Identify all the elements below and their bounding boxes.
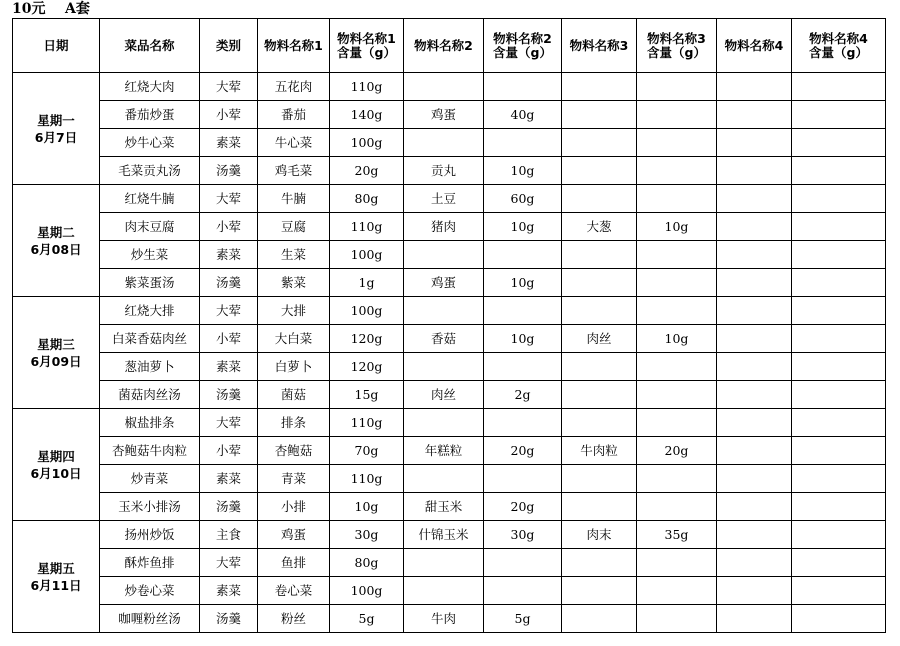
material-2-cell — [404, 549, 484, 577]
date-label: 6月08日 — [30, 241, 82, 257]
material-2-cell — [404, 353, 484, 381]
material-3-cell — [562, 101, 637, 129]
table-row — [13, 605, 886, 633]
category-cell: 大荤 — [200, 297, 258, 325]
material-3-amount-cell — [637, 493, 717, 521]
material-3-cell — [562, 549, 637, 577]
table-row — [13, 325, 886, 353]
header-material-2 — [404, 19, 484, 73]
material-1-amount-cell: 100g — [330, 297, 404, 325]
material-4-amount-cell — [792, 493, 886, 521]
weekday-label: 星期四 — [37, 448, 75, 464]
material-1-amount-cell: 30g — [330, 521, 404, 549]
material-2-amount-cell: 20g — [484, 437, 562, 465]
material-1-amount-cell: 80g — [330, 185, 404, 213]
material-4-cell — [717, 577, 792, 605]
material-2-cell — [404, 241, 484, 269]
material-1-cell: 排条 — [258, 409, 330, 437]
header-line: 日期 — [43, 37, 69, 53]
header-material-3 — [562, 19, 637, 73]
menu-body — [13, 73, 886, 633]
material-1-amount-cell: 1g — [330, 269, 404, 297]
material-2-amount-cell: 10g — [484, 157, 562, 185]
material-3-amount-cell — [637, 241, 717, 269]
material-3-amount-cell — [637, 185, 717, 213]
material-3-cell: 肉丝 — [562, 325, 637, 353]
material-1-cell: 鸡毛菜 — [258, 157, 330, 185]
material-3-amount-cell — [637, 101, 717, 129]
material-1-cell: 菌菇 — [258, 381, 330, 409]
date-cell — [13, 521, 100, 633]
material-3-amount-cell — [637, 129, 717, 157]
date-label: 6月7日 — [34, 129, 78, 145]
header-material-1-amount — [330, 19, 404, 73]
dish-name-cell: 炒生菜 — [100, 241, 200, 269]
material-3-cell — [562, 381, 637, 409]
date-label: 6月09日 — [30, 353, 82, 369]
material-4-cell — [717, 381, 792, 409]
table-row — [13, 129, 886, 157]
header-material-1 — [258, 19, 330, 73]
material-4-amount-cell — [792, 185, 886, 213]
dish-name-cell: 白菜香菇肉丝 — [100, 325, 200, 353]
category-cell: 大荤 — [200, 409, 258, 437]
material-3-amount-cell — [637, 269, 717, 297]
weekday-label: 星期三 — [37, 336, 75, 352]
material-1-cell: 生菜 — [258, 241, 330, 269]
header-category — [200, 19, 258, 73]
header-line: 含量（g） — [337, 44, 396, 60]
material-1-amount-cell: 140g — [330, 101, 404, 129]
category-cell: 素菜 — [200, 129, 258, 157]
material-4-amount-cell — [792, 129, 886, 157]
material-2-amount-cell: 5g — [484, 605, 562, 633]
table-row — [13, 549, 886, 577]
material-1-cell: 紫菜 — [258, 269, 330, 297]
material-3-amount-cell: 10g — [637, 213, 717, 241]
dish-name-cell: 咖喱粉丝汤 — [100, 605, 200, 633]
material-4-amount-cell — [792, 157, 886, 185]
header-date — [13, 19, 100, 73]
material-1-cell: 鸡蛋 — [258, 521, 330, 549]
material-1-cell: 番茄 — [258, 101, 330, 129]
table-row — [13, 521, 886, 549]
material-3-amount-cell — [637, 353, 717, 381]
material-2-cell — [404, 129, 484, 157]
material-3-cell — [562, 605, 637, 633]
material-1-amount-cell: 110g — [330, 465, 404, 493]
category-cell: 大荤 — [200, 549, 258, 577]
table-row — [13, 213, 886, 241]
header-row — [13, 19, 886, 73]
material-3-cell — [562, 577, 637, 605]
material-3-cell — [562, 465, 637, 493]
category-cell: 小荤 — [200, 101, 258, 129]
material-4-amount-cell — [792, 269, 886, 297]
material-2-amount-cell — [484, 577, 562, 605]
dish-name-cell: 炒牛心菜 — [100, 129, 200, 157]
material-3-cell: 肉末 — [562, 521, 637, 549]
material-1-cell: 大排 — [258, 297, 330, 325]
material-4-amount-cell — [792, 437, 886, 465]
material-1-cell: 粉丝 — [258, 605, 330, 633]
material-1-cell: 牛腩 — [258, 185, 330, 213]
material-3-cell: 牛肉粒 — [562, 437, 637, 465]
material-1-amount-cell: 5g — [330, 605, 404, 633]
material-1-cell: 小排 — [258, 493, 330, 521]
category-cell: 小荤 — [200, 437, 258, 465]
category-cell: 素菜 — [200, 353, 258, 381]
material-4-amount-cell — [792, 213, 886, 241]
material-2-cell: 年糕粒 — [404, 437, 484, 465]
date-cell — [13, 297, 100, 409]
dish-name-cell: 毛菜贡丸汤 — [100, 157, 200, 185]
dish-name-cell: 菌菇肉丝汤 — [100, 381, 200, 409]
material-3-amount-cell — [637, 409, 717, 437]
material-4-amount-cell — [792, 353, 886, 381]
material-4-cell — [717, 73, 792, 101]
header-line: 物料名称2 — [414, 37, 473, 53]
material-2-amount-cell: 10g — [484, 269, 562, 297]
material-4-amount-cell — [792, 409, 886, 437]
header-material-4-amount — [792, 19, 886, 73]
category-cell: 主食 — [200, 521, 258, 549]
header-material-4 — [717, 19, 792, 73]
material-4-amount-cell — [792, 521, 886, 549]
material-4-cell — [717, 465, 792, 493]
header-dish-name — [100, 19, 200, 73]
material-1-amount-cell: 100g — [330, 577, 404, 605]
material-1-cell: 牛心菜 — [258, 129, 330, 157]
material-2-amount-cell: 10g — [484, 325, 562, 353]
material-3-amount-cell: 20g — [637, 437, 717, 465]
material-3-cell — [562, 73, 637, 101]
material-1-amount-cell: 15g — [330, 381, 404, 409]
material-4-cell — [717, 101, 792, 129]
material-4-amount-cell — [792, 241, 886, 269]
material-2-amount-cell: 10g — [484, 213, 562, 241]
material-1-amount-cell: 20g — [330, 157, 404, 185]
category-cell: 大荤 — [200, 73, 258, 101]
header-material-3-amount — [637, 19, 717, 73]
table-row — [13, 577, 886, 605]
table-row — [13, 157, 886, 185]
header-line: 含量（g） — [809, 44, 868, 60]
material-2-cell — [404, 577, 484, 605]
category-cell: 素菜 — [200, 465, 258, 493]
material-4-amount-cell — [792, 101, 886, 129]
material-2-cell — [404, 297, 484, 325]
category-cell: 小荤 — [200, 325, 258, 353]
material-4-cell — [717, 241, 792, 269]
category-cell: 汤羹 — [200, 157, 258, 185]
material-4-cell — [717, 297, 792, 325]
dish-name-cell: 炒青菜 — [100, 465, 200, 493]
material-2-amount-cell — [484, 73, 562, 101]
material-2-amount-cell: 2g — [484, 381, 562, 409]
material-4-cell — [717, 157, 792, 185]
material-4-amount-cell — [792, 297, 886, 325]
material-1-amount-cell: 80g — [330, 549, 404, 577]
weekday-label: 星期一 — [37, 112, 75, 128]
header-line: 物料名称2 — [493, 30, 552, 46]
header-line: 物料名称1 — [337, 30, 396, 46]
material-2-amount-cell: 40g — [484, 101, 562, 129]
header-line: 物料名称4 — [809, 30, 868, 46]
material-1-cell: 白萝卜 — [258, 353, 330, 381]
material-2-cell: 鸡蛋 — [404, 269, 484, 297]
dish-name-cell: 玉米小排汤 — [100, 493, 200, 521]
material-3-amount-cell: 35g — [637, 521, 717, 549]
header-line: 类别 — [215, 37, 241, 53]
material-1-cell: 豆腐 — [258, 213, 330, 241]
material-1-amount-cell: 70g — [330, 437, 404, 465]
dish-name-cell: 红烧大排 — [100, 297, 200, 325]
material-2-cell: 牛肉 — [404, 605, 484, 633]
category-cell: 素菜 — [200, 241, 258, 269]
weekday-label: 星期二 — [37, 224, 75, 240]
material-4-cell — [717, 213, 792, 241]
material-3-amount-cell — [637, 605, 717, 633]
material-2-amount-cell — [484, 465, 562, 493]
material-4-amount-cell — [792, 381, 886, 409]
table-row — [13, 381, 886, 409]
material-2-cell: 甜玉米 — [404, 493, 484, 521]
material-1-cell: 杏鲍菇 — [258, 437, 330, 465]
menu-set-title: 10元 A套 — [12, 1, 90, 17]
header-line: 物料名称1 — [264, 37, 323, 53]
material-1-amount-cell: 100g — [330, 129, 404, 157]
material-4-cell — [717, 269, 792, 297]
material-3-cell — [562, 493, 637, 521]
material-1-amount-cell: 110g — [330, 213, 404, 241]
material-4-amount-cell — [792, 605, 886, 633]
category-cell: 大荤 — [200, 185, 258, 213]
material-3-amount-cell — [637, 297, 717, 325]
date-cell — [13, 73, 100, 185]
material-4-cell — [717, 129, 792, 157]
material-2-amount-cell — [484, 129, 562, 157]
material-4-cell — [717, 185, 792, 213]
material-1-cell: 卷心菜 — [258, 577, 330, 605]
material-1-amount-cell: 120g — [330, 353, 404, 381]
material-4-cell — [717, 437, 792, 465]
material-3-amount-cell — [637, 157, 717, 185]
material-1-amount-cell: 110g — [330, 73, 404, 101]
table-row — [13, 409, 886, 437]
date-label: 6月10日 — [30, 465, 82, 481]
material-2-cell: 土豆 — [404, 185, 484, 213]
material-1-amount-cell: 110g — [330, 409, 404, 437]
material-3-cell — [562, 185, 637, 213]
date-label: 6月11日 — [30, 577, 82, 593]
header-line: 菜品名称 — [124, 37, 175, 53]
material-1-cell: 鱼排 — [258, 549, 330, 577]
table-row — [13, 73, 886, 101]
material-4-amount-cell — [792, 73, 886, 101]
header-material-2-amount — [484, 19, 562, 73]
header-line: 物料名称3 — [569, 37, 629, 53]
material-3-amount-cell — [637, 381, 717, 409]
material-4-cell — [717, 325, 792, 353]
material-3-amount-cell — [637, 577, 717, 605]
table-row — [13, 101, 886, 129]
date-cell — [13, 185, 100, 297]
dish-name-cell: 炒卷心菜 — [100, 577, 200, 605]
material-2-cell: 香菇 — [404, 325, 484, 353]
table-row — [13, 353, 886, 381]
category-cell: 汤羹 — [200, 493, 258, 521]
weekly-menu-table — [12, 18, 886, 633]
table-row — [13, 185, 886, 213]
material-2-amount-cell — [484, 241, 562, 269]
material-4-cell — [717, 521, 792, 549]
material-4-cell — [717, 353, 792, 381]
material-3-amount-cell — [637, 465, 717, 493]
material-3-amount-cell — [637, 549, 717, 577]
dish-name-cell: 酥炸鱼排 — [100, 549, 200, 577]
material-2-cell: 猪肉 — [404, 213, 484, 241]
category-cell: 汤羹 — [200, 381, 258, 409]
material-1-cell: 五花肉 — [258, 73, 330, 101]
material-1-cell: 大白菜 — [258, 325, 330, 353]
material-1-amount-cell: 100g — [330, 241, 404, 269]
material-4-amount-cell — [792, 325, 886, 353]
material-2-amount-cell: 20g — [484, 493, 562, 521]
table-row — [13, 269, 886, 297]
material-4-amount-cell — [792, 465, 886, 493]
dish-name-cell: 紫菜蛋汤 — [100, 269, 200, 297]
category-cell: 小荤 — [200, 213, 258, 241]
material-2-cell: 肉丝 — [404, 381, 484, 409]
material-2-cell — [404, 73, 484, 101]
material-4-cell — [717, 549, 792, 577]
material-1-amount-cell: 120g — [330, 325, 404, 353]
material-3-cell — [562, 129, 637, 157]
header-line: 含量（g） — [647, 44, 706, 60]
material-3-amount-cell: 10g — [637, 325, 717, 353]
material-2-cell: 什锦玉米 — [404, 521, 484, 549]
material-1-cell: 青菜 — [258, 465, 330, 493]
category-cell: 汤羹 — [200, 269, 258, 297]
weekday-label: 星期五 — [37, 560, 75, 576]
material-2-cell: 鸡蛋 — [404, 101, 484, 129]
date-cell — [13, 409, 100, 521]
material-3-cell: 大葱 — [562, 213, 637, 241]
dish-name-cell: 杏鲍菇牛肉粒 — [100, 437, 200, 465]
dish-name-cell: 番茄炒蛋 — [100, 101, 200, 129]
material-4-cell — [717, 605, 792, 633]
material-2-amount-cell — [484, 353, 562, 381]
table-row — [13, 297, 886, 325]
dish-name-cell: 红烧大肉 — [100, 73, 200, 101]
category-cell: 素菜 — [200, 577, 258, 605]
material-2-cell — [404, 409, 484, 437]
material-2-amount-cell: 30g — [484, 521, 562, 549]
category-cell: 汤羹 — [200, 605, 258, 633]
table-row — [13, 493, 886, 521]
material-3-amount-cell — [637, 73, 717, 101]
material-2-amount-cell — [484, 409, 562, 437]
material-3-cell — [562, 297, 637, 325]
dish-name-cell: 肉末豆腐 — [100, 213, 200, 241]
material-3-cell — [562, 353, 637, 381]
material-4-amount-cell — [792, 577, 886, 605]
material-3-cell — [562, 157, 637, 185]
material-4-cell — [717, 409, 792, 437]
table-row — [13, 437, 886, 465]
header-line: 含量（g） — [493, 44, 552, 60]
material-2-amount-cell — [484, 297, 562, 325]
material-3-cell — [562, 241, 637, 269]
dish-name-cell: 扬州炒饭 — [100, 521, 200, 549]
table-row — [13, 465, 886, 493]
material-3-cell — [562, 409, 637, 437]
header-line: 物料名称3 — [647, 30, 706, 46]
dish-name-cell: 椒盐排条 — [100, 409, 200, 437]
material-4-amount-cell — [792, 549, 886, 577]
dish-name-cell: 红烧牛腩 — [100, 185, 200, 213]
dish-name-cell: 葱油萝卜 — [100, 353, 200, 381]
material-4-cell — [717, 493, 792, 521]
material-2-cell — [404, 465, 484, 493]
material-2-amount-cell — [484, 549, 562, 577]
table-row — [13, 241, 886, 269]
header-line: 物料名称4 — [724, 37, 784, 53]
material-1-amount-cell: 10g — [330, 493, 404, 521]
material-3-cell — [562, 269, 637, 297]
material-2-amount-cell: 60g — [484, 185, 562, 213]
material-2-cell: 贡丸 — [404, 157, 484, 185]
